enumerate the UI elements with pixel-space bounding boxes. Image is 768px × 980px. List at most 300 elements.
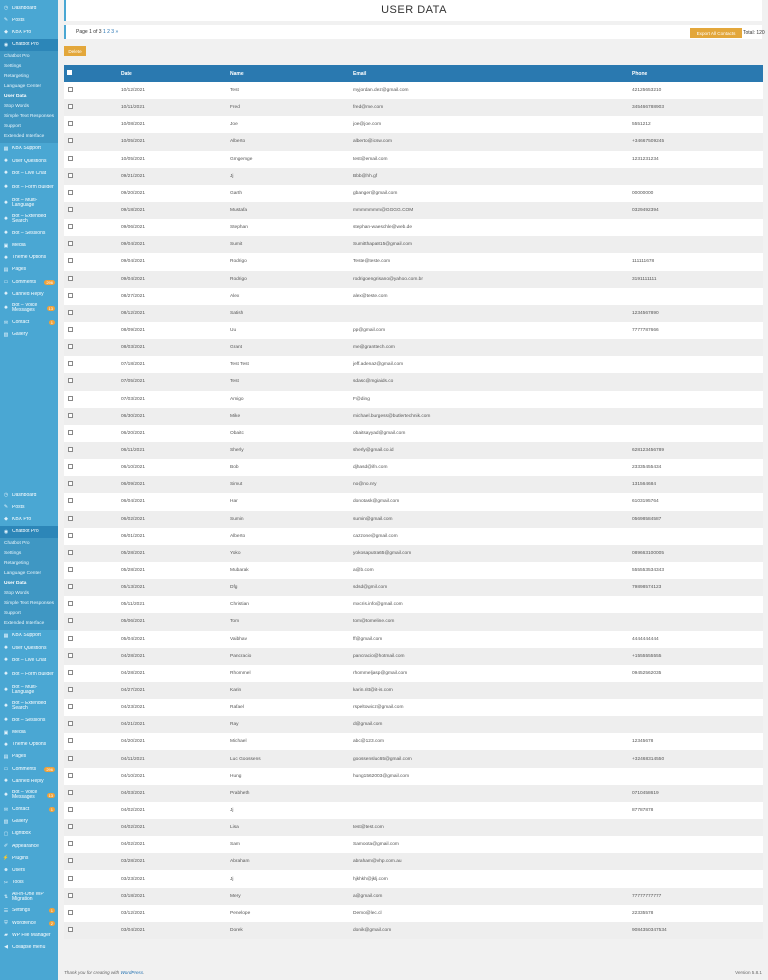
row-checkbox[interactable]	[68, 241, 73, 246]
gear-icon: ✹	[3, 291, 9, 298]
table-row[interactable]	[64, 545, 763, 562]
sidebar-item[interactable]	[0, 889, 58, 905]
sidebar-item-label: Bot – Sessions	[12, 230, 46, 236]
date-cell: 10/08/2021	[121, 122, 146, 128]
phone-cell: 1231231234	[632, 156, 659, 162]
sidebar-item[interactable]	[0, 941, 58, 953]
name-cell: Sumin	[230, 516, 244, 522]
date-cell: 08/09/2021	[121, 328, 146, 334]
phone-cell	[632, 528, 763, 545]
gear-icon: ✹	[3, 687, 9, 694]
row-checkbox[interactable]	[68, 258, 73, 263]
column-header-name[interactable]: Name	[230, 70, 244, 77]
table-row[interactable]	[64, 373, 763, 390]
table-row[interactable]	[64, 202, 763, 219]
sidebar-item[interactable]	[0, 763, 58, 775]
table-row[interactable]	[64, 442, 763, 459]
phone-cell	[632, 596, 763, 613]
count-badge: 296	[46, 279, 53, 285]
date-cell: 08/12/2021	[121, 310, 146, 316]
sidebar-item[interactable]	[0, 816, 58, 828]
email-cell: pp@gmail.com	[353, 328, 386, 334]
row-checkbox[interactable]	[68, 653, 73, 658]
sidebar-item-label: Bot – Extended Search	[12, 214, 47, 225]
name-cell: Rhommel	[230, 670, 251, 676]
submenu-item[interactable]: Settings	[4, 63, 22, 69]
table-row[interactable]	[64, 579, 763, 596]
row-checkbox[interactable]	[68, 121, 73, 126]
gear-icon: ✹	[3, 216, 9, 223]
sidebar-item[interactable]	[0, 240, 58, 252]
phone-cell: 9084350347534	[632, 927, 667, 933]
phone-cell	[632, 168, 763, 185]
row-checkbox[interactable]	[68, 910, 73, 915]
count-badge: 1	[50, 807, 53, 813]
table-row[interactable]	[64, 322, 763, 339]
row-checkbox[interactable]	[68, 396, 73, 401]
email-cell: cazzone@gmail.com	[353, 533, 398, 539]
sidebar-item[interactable]	[0, 195, 58, 211]
sidebar-item[interactable]	[0, 929, 58, 941]
table-row[interactable]	[64, 151, 763, 168]
sidebar-item-label: Collapse menu	[12, 944, 46, 950]
row-checkbox[interactable]	[68, 224, 73, 229]
name-cell: Sam	[230, 842, 240, 848]
table-row[interactable]	[64, 116, 763, 133]
row-checkbox[interactable]	[68, 876, 73, 881]
row-checkbox[interactable]	[68, 310, 73, 315]
submenu-item[interactable]: Chatbot Pro	[4, 53, 30, 59]
sidebar-item[interactable]	[0, 143, 58, 155]
row-checkbox[interactable]	[68, 550, 73, 555]
sidebar-item[interactable]	[0, 775, 58, 787]
sidebar-item[interactable]	[0, 905, 58, 917]
page-icon: ▤	[3, 753, 9, 760]
sidebar-item[interactable]	[0, 211, 58, 227]
submenu-item[interactable]: Support	[4, 123, 21, 129]
date-cell: 08/27/2021	[121, 293, 146, 299]
sidebar-item[interactable]	[0, 852, 58, 864]
name-cell: Uu	[230, 328, 237, 334]
sidebar-item[interactable]	[0, 227, 58, 239]
name-cell: Vaibhav	[230, 636, 247, 642]
row-checkbox[interactable]	[68, 738, 73, 743]
table-row[interactable]	[64, 528, 763, 545]
gear-icon: ✹	[3, 200, 9, 207]
phone-cell	[632, 682, 763, 699]
row-checkbox[interactable]	[68, 498, 73, 503]
row-checkbox[interactable]	[68, 207, 73, 212]
submenu-item[interactable]: Chatbot Pro	[4, 540, 30, 546]
table-row[interactable]	[64, 305, 763, 322]
sidebar-item-label: Comments	[12, 279, 37, 285]
row-checkbox[interactable]	[68, 824, 73, 829]
table-row[interactable]	[64, 288, 763, 305]
email-cell: pancracio@hotmail.com	[353, 653, 405, 659]
sidebar-item[interactable]	[0, 501, 58, 513]
name-cell: Simut	[230, 482, 243, 488]
select-all-checkbox[interactable]	[67, 70, 72, 75]
phone-cell	[632, 716, 763, 733]
name-cell: Dorek	[230, 927, 243, 933]
date-cell: 09/21/2021	[121, 173, 146, 179]
row-checkbox[interactable]	[68, 584, 73, 589]
main-content	[58, 0, 768, 980]
table-row[interactable]	[64, 802, 763, 819]
sidebar-item-label: Bot – Sessions	[12, 717, 46, 723]
chat-icon: ◉	[3, 41, 9, 48]
table-row[interactable]	[64, 682, 763, 699]
phone-cell: 1234567890	[632, 310, 659, 316]
phone-cell	[632, 836, 763, 853]
submenu-item[interactable]: Simple Text Responses	[4, 113, 55, 119]
column-header-date[interactable]: Date	[121, 70, 132, 77]
table-row[interactable]	[64, 82, 763, 99]
table-row[interactable]	[64, 888, 763, 905]
table-row[interactable]	[64, 339, 763, 356]
row-checkbox[interactable]	[68, 361, 73, 366]
table-row[interactable]	[64, 648, 763, 665]
table-row[interactable]	[64, 699, 763, 716]
sidebar-item[interactable]	[0, 14, 58, 26]
sidebar-item[interactable]	[0, 917, 58, 929]
row-checkbox[interactable]	[68, 687, 73, 692]
table-row[interactable]	[64, 836, 763, 853]
table-row[interactable]	[64, 853, 763, 870]
sidebar-item-label: WP File Manager	[12, 932, 51, 938]
row-checkbox[interactable]	[68, 173, 73, 178]
table-row[interactable]	[64, 391, 763, 408]
sidebar-item-label: Posts	[12, 504, 25, 510]
name-cell: Har	[230, 499, 238, 505]
row-checkbox[interactable]	[68, 636, 73, 641]
sidebar-item[interactable]	[0, 2, 58, 14]
sidebar-item[interactable]	[0, 329, 58, 341]
table-row[interactable]	[64, 819, 763, 836]
row-checkbox[interactable]	[68, 927, 73, 932]
table-row[interactable]	[64, 236, 763, 253]
email-cell: fred@me.com	[353, 105, 384, 111]
sidebar-item[interactable]	[0, 26, 58, 38]
mail-icon: ✉	[3, 806, 9, 813]
submenu-item[interactable]: Retargeting	[4, 73, 29, 79]
row-checkbox[interactable]	[68, 293, 73, 298]
export-all-contacts-button[interactable]: Export All Contacts	[690, 28, 742, 38]
submenu-item[interactable]: Language Center	[4, 570, 42, 576]
name-cell: Jj	[230, 876, 234, 882]
phone-cell	[632, 425, 763, 442]
column-header-email[interactable]: Email	[353, 70, 367, 77]
name-cell: Grant	[230, 345, 242, 351]
table-row[interactable]	[64, 133, 763, 150]
table-row[interactable]	[64, 613, 763, 630]
row-checkbox[interactable]	[68, 618, 73, 623]
table-row[interactable]	[64, 596, 763, 613]
table-row[interactable]	[64, 253, 763, 270]
table-row[interactable]	[64, 562, 763, 579]
table-row[interactable]	[64, 905, 763, 922]
row-checkbox[interactable]	[68, 430, 73, 435]
gear-icon: ✹	[3, 158, 9, 165]
row-checkbox[interactable]	[68, 516, 73, 521]
table-row[interactable]	[64, 493, 763, 510]
row-checkbox[interactable]	[68, 464, 73, 469]
sidebar-item-label: Canned Reply	[12, 291, 44, 297]
row-checkbox[interactable]	[68, 104, 73, 109]
submenu-item[interactable]: Simple Text Responses	[4, 600, 55, 606]
sidebar-item-label: Bot – Multi-Language	[12, 198, 38, 209]
gear-icon: ✹	[3, 305, 9, 312]
sidebar-item[interactable]	[0, 630, 58, 642]
name-cell: Luc Goossens	[230, 756, 261, 762]
sidebar-item[interactable]	[0, 666, 58, 682]
phone-cell: +32468314550	[632, 756, 665, 762]
wordpress-link[interactable]: WordPress	[120, 970, 144, 975]
date-cell: 04/23/2021	[121, 705, 146, 711]
name-cell: Mike	[230, 413, 241, 419]
submenu-item[interactable]: Stop Words	[4, 103, 29, 109]
phone-cell: 3191111111	[632, 276, 657, 282]
name-cell: Abraham	[230, 859, 250, 865]
sidebar-item-label: Media	[12, 730, 26, 736]
row-checkbox[interactable]	[68, 447, 73, 452]
phone-cell: 4444444444	[632, 636, 659, 642]
page-icon: ▤	[3, 266, 9, 273]
email-cell: hung1562003@gmail.com	[353, 773, 410, 779]
sidebar-item[interactable]	[0, 877, 58, 889]
row-checkbox[interactable]	[68, 87, 73, 92]
name-cell: Rodrigo	[230, 276, 247, 282]
sidebar-item[interactable]	[0, 642, 58, 654]
row-checkbox[interactable]	[68, 704, 73, 709]
sidebar-item-label: Settings	[12, 908, 31, 914]
sidebar-item[interactable]	[0, 751, 58, 763]
column-header-phone[interactable]: Phone	[632, 70, 648, 77]
table-row[interactable]	[64, 425, 763, 442]
table-row[interactable]	[64, 459, 763, 476]
table-row[interactable]	[64, 665, 763, 682]
sidebar-item-label: Media	[12, 243, 26, 249]
submenu-item[interactable]: Support	[4, 610, 21, 616]
sidebar-item[interactable]	[0, 155, 58, 167]
email-cell: yokosaputra65@gmail.com	[353, 550, 412, 556]
date-cell: 04/28/2021	[121, 670, 146, 676]
date-cell: 05/28/2021	[121, 568, 146, 573]
phone-cell: 111111678	[632, 259, 655, 265]
submenu-item[interactable]: Extended Interface	[4, 133, 45, 139]
sidebar-item[interactable]	[0, 179, 58, 195]
sidebar-item[interactable]	[0, 828, 58, 840]
date-cell: 06/30/2021	[121, 413, 146, 419]
sidebar-item[interactable]	[0, 727, 58, 739]
sidebar-item[interactable]	[0, 513, 58, 525]
name-cell: Christian	[230, 602, 249, 608]
row-checkbox[interactable]	[68, 413, 73, 418]
sidebar-item[interactable]	[0, 276, 58, 288]
date-cell: 10/05/2021	[121, 156, 146, 162]
sidebar-item[interactable]	[0, 714, 58, 726]
phone-cell	[632, 613, 763, 630]
submenu-item[interactable]: Stop Words	[4, 590, 29, 596]
email-cell: mxcris.info@gmail.com	[353, 602, 403, 608]
row-checkbox[interactable]	[68, 190, 73, 195]
sidebar-item[interactable]	[0, 252, 58, 264]
sidebar-item[interactable]	[0, 864, 58, 876]
submenu-item[interactable]: Retargeting	[4, 560, 29, 566]
phone-cell: 00000000	[632, 190, 654, 196]
email-cell: me@granttech.com	[353, 345, 395, 351]
sidebar-menu-block	[0, 487, 58, 980]
email-cell: test@email.com	[353, 156, 388, 162]
row-checkbox[interactable]	[68, 773, 73, 778]
table-row[interactable]	[64, 168, 763, 185]
email-cell: no@no.nry	[353, 482, 377, 488]
phone-cell: 555553534343	[632, 568, 665, 573]
table-row[interactable]	[64, 716, 763, 733]
page-links[interactable]: 1 2 3 »	[102, 29, 119, 35]
sidebar-item-label: Comments	[12, 766, 37, 772]
table-row[interactable]	[64, 99, 763, 116]
name-cell: Joe	[230, 122, 238, 128]
submenu-item[interactable]: Language Center	[4, 83, 42, 89]
row-checkbox[interactable]	[68, 807, 73, 812]
name-cell: Michael	[230, 739, 247, 745]
name-cell: Alberto	[230, 139, 246, 145]
date-cell: 06/09/2021	[121, 482, 146, 488]
row-checkbox[interactable]	[68, 276, 73, 281]
phone-cell	[632, 768, 763, 785]
email-cell: obaitsayyad@gmail.com	[353, 430, 406, 436]
sidebar-item[interactable]	[0, 787, 58, 803]
submenu-item[interactable]: User Data	[4, 93, 27, 99]
date-cell: 05/28/2021	[121, 550, 146, 556]
sidebar-item[interactable]	[0, 39, 58, 51]
table-row[interactable]	[64, 356, 763, 373]
email-cell: sumin@gmail.com	[353, 516, 393, 522]
row-checkbox[interactable]	[68, 893, 73, 898]
email-cell: Bbb@hh.gf	[353, 173, 378, 179]
table-row[interactable]	[64, 219, 763, 236]
phone-cell	[632, 339, 763, 356]
submenu-item[interactable]: Extended Interface	[4, 620, 45, 626]
sidebar-item-label: Dashboard	[12, 492, 37, 498]
sidebar-item-label: Chatbot Pro	[12, 42, 39, 48]
sidebar-item[interactable]	[0, 288, 58, 300]
date-cell: 05/04/2021	[121, 636, 146, 642]
sidebar-item[interactable]	[0, 840, 58, 852]
sidebar-item-label: Bot – Form Builder	[12, 184, 54, 190]
footer-thanks: Thank you for creating with	[64, 970, 121, 975]
row-checkbox[interactable]	[68, 756, 73, 761]
date-cell: 06/11/2021	[121, 448, 145, 454]
table-row[interactable]	[64, 476, 763, 493]
sidebar-item[interactable]	[0, 167, 58, 179]
row-checkbox[interactable]	[68, 138, 73, 143]
date-cell: 04/21/2021	[121, 722, 146, 728]
sidebar-item-label: Pages	[12, 754, 27, 760]
row-checkbox[interactable]	[68, 481, 73, 486]
table-row[interactable]	[64, 922, 763, 939]
table-row[interactable]	[64, 408, 763, 425]
phone-cell: 09452562035	[632, 670, 662, 676]
sidebar-item-label: Bot – Voice Messages	[12, 790, 38, 801]
sidebar-item[interactable]	[0, 682, 58, 698]
row-checkbox[interactable]	[68, 858, 73, 863]
date-cell: 04/11/2021	[121, 756, 145, 762]
email-cell: a@b.com	[353, 568, 374, 573]
row-checkbox[interactable]	[68, 790, 73, 795]
wrench-icon: ✂	[3, 879, 9, 886]
sidebar-item[interactable]	[0, 526, 58, 538]
row-checkbox[interactable]	[68, 670, 73, 675]
email-cell	[353, 802, 632, 819]
delete-button[interactable]: Delete	[64, 46, 86, 56]
grid-icon: ▦	[3, 632, 9, 639]
row-checkbox[interactable]	[68, 156, 73, 161]
sidebar-item[interactable]	[0, 698, 58, 714]
table-row[interactable]	[64, 511, 763, 528]
name-cell: Mery	[230, 893, 241, 899]
row-checkbox[interactable]	[68, 344, 73, 349]
name-cell: Yoko	[230, 550, 241, 556]
gear-icon: ✹	[3, 671, 9, 678]
sidebar-item[interactable]	[0, 264, 58, 276]
row-checkbox[interactable]	[68, 327, 73, 332]
sidebar-item[interactable]	[0, 300, 58, 316]
gear-icon: ✹	[3, 792, 9, 799]
sidebar-menu-block	[0, 0, 58, 487]
table-row[interactable]	[64, 733, 763, 750]
table-row[interactable]	[64, 768, 763, 785]
table-row[interactable]	[64, 870, 763, 887]
phone-cell	[632, 236, 763, 253]
table-row[interactable]	[64, 271, 763, 288]
table-row[interactable]	[64, 785, 763, 802]
row-checkbox[interactable]	[68, 378, 73, 383]
sidebar-item[interactable]	[0, 489, 58, 501]
date-cell: 10/11/2021	[121, 105, 145, 111]
phone-cell: 0710458619	[632, 790, 659, 796]
name-cell: Karin	[230, 687, 242, 693]
submenu-item[interactable]: User Data	[4, 580, 27, 586]
sidebar-item[interactable]	[0, 739, 58, 751]
name-cell: Test Test	[230, 362, 249, 368]
row-checkbox[interactable]	[68, 721, 73, 726]
email-cell: Demo@lec.cl	[353, 910, 382, 916]
admin-sidebar	[0, 0, 58, 980]
row-checkbox[interactable]	[68, 533, 73, 538]
name-cell: Sherly	[230, 448, 244, 454]
sidebar-item[interactable]	[0, 316, 58, 328]
row-checkbox[interactable]	[68, 567, 73, 572]
count-badge: 13	[48, 305, 53, 311]
row-checkbox[interactable]	[68, 601, 73, 606]
gear-icon: ✹	[3, 741, 9, 748]
email-cell: goossensluc65@gmail.com	[353, 756, 412, 762]
date-cell: 05/11/2021	[121, 602, 145, 608]
sidebar-item[interactable]	[0, 803, 58, 815]
sidebar-item[interactable]	[0, 654, 58, 666]
submenu-item[interactable]: Settings	[4, 550, 22, 556]
name-cell: Test	[230, 379, 239, 385]
table-row[interactable]	[64, 185, 763, 202]
gallery-icon: ▧	[3, 331, 9, 338]
table-row[interactable]	[64, 750, 763, 767]
row-checkbox[interactable]	[68, 841, 73, 846]
date-cell: 04/02/2021	[121, 807, 146, 813]
count-badge: 296	[46, 766, 53, 772]
table-row[interactable]	[64, 631, 763, 648]
